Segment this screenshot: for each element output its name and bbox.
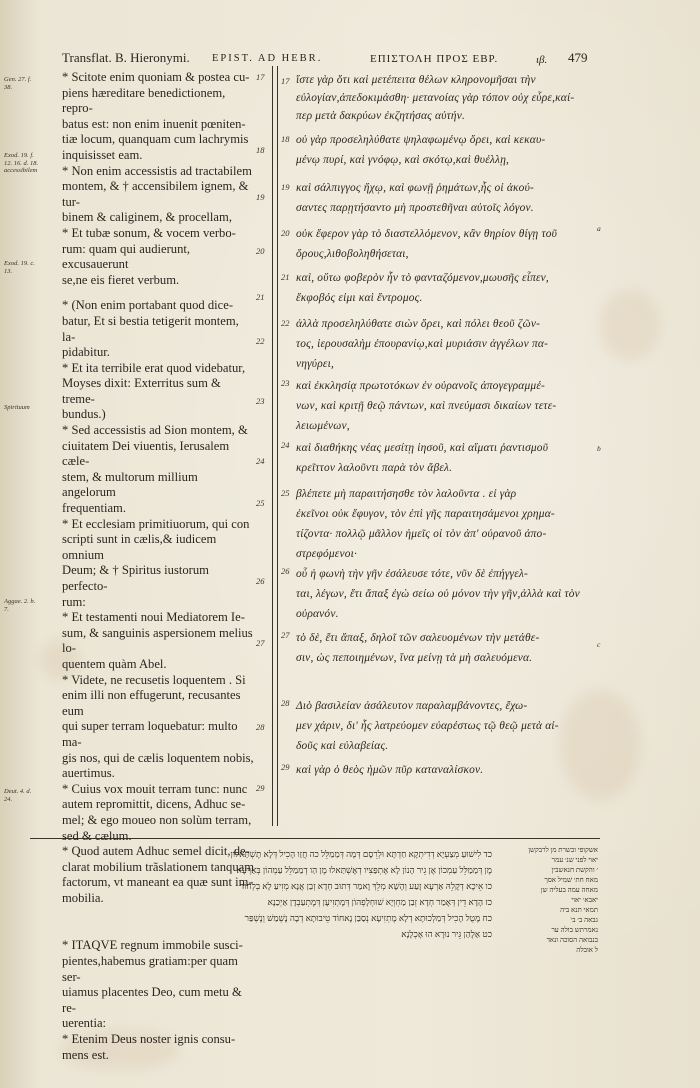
hebrew-marginal-note: מאח חת׳ שׁמִיל אסך <box>544 876 598 884</box>
running-header-latin-title: EPIST. AD HEBR. <box>212 53 323 64</box>
latin-line: * Et testamenti noui Mediatorem Ie- <box>62 610 245 625</box>
greek-line: μεν χάριν, δι' ἧς λατρεύομεν εὐαρέστως τῷ θεῷ μετὰ αἰ- <box>296 720 559 732</box>
greek-line: περ μετὰ δακρύων ἐκζητήσας αὐτήν. <box>296 110 466 122</box>
verse-number: 21 <box>256 292 265 302</box>
latin-line: rum: quam qui audierunt, excusauerunt <box>62 241 191 272</box>
hebrew-line: כד לִישׁוּעַ מְצַעְיָא דְדִיתְקָא חַדְתָּא וּלְרֵסָם דְּמָה דְּמַמַלֵּל כה חֲזַו הָכִיל דְּלָא תֶשְׁתַּאלוּן <box>230 849 492 859</box>
latin-line: mens est. <box>62 1047 109 1062</box>
latin-line: inquisisset eam. <box>62 147 143 162</box>
hebrew-line: מֶן דְּמַמַלֵּל עַמְכוֹן אֶן גֵיר הָנוֹן לָא אֶתְפַּצִיו דְאֶשְׁתַּאלוּ מֶן הַו דְמַמַלֵּל עַמְהוֹן בְּאַרְעָא <box>236 865 492 875</box>
hebrew-marginal-note: ׳ והקשת חנאשבין <box>551 866 598 874</box>
latin-line: qui super terram loquebatur: multo ma- <box>62 719 238 749</box>
verse-number: 19 <box>281 182 290 192</box>
verse-number: 29 <box>256 783 265 793</box>
verse-number: 26 <box>256 576 265 586</box>
verse-number: 23 <box>281 378 290 388</box>
page-number: 479 <box>568 50 588 65</box>
hebrew-marginal-note: נאמרתש בולה ער <box>551 926 598 934</box>
latin-line: quentem quàm Abel. <box>62 656 167 671</box>
greek-line: βλέπετε μὴ παραιτήσησθε τὸν λαλοῦντα . εἰ γὰρ <box>296 488 517 500</box>
latin-line: rum: <box>62 594 86 609</box>
margin-note: Aggae. 2. b. 7. <box>4 598 36 613</box>
greek-line: κρεῖττον λαλοῦντι παρὰ τὸν ἄβελ. <box>296 462 453 474</box>
greek-line: καὶ σάλπιγγος ἤχῳ, καὶ φωνῇ ῥημάτων,ἧς οἱ ἀκού- <box>296 182 534 194</box>
latin-line: clarat mobilium trãslationem tanquam <box>62 859 254 874</box>
hebrew-marginal-note: גבאה ב׳ ב׳ׁ <box>570 916 598 924</box>
latin-line: pientes,habemus gratiam:per quam ser- <box>62 954 238 984</box>
latin-line: * Et ecclesiam primitiuorum, qui con <box>62 516 250 531</box>
verse-number: 24 <box>256 456 265 466</box>
latin-line: uiamus placentes Deo, cum metu & re- <box>62 985 242 1015</box>
hebrew-line: כח מֶטֻל הָכִיל דְּמַלְכוּתָא דְלָא מֶתְזִיעָא נְסַבַן נֶאחוֹד טֵיבוּתָא דְבָה נֶשְׁמַשׁ וְנֶשְׁפַּר <box>244 913 492 923</box>
greek-line: σαντες παρῃτήσαντο μὴ προστεθῆναι αὐτοῖς λόγον. <box>296 202 534 214</box>
latin-line: mel; & ego moueo non solùm terram, <box>62 812 252 827</box>
verse-number: 20 <box>256 246 265 256</box>
latin-line: enim illi non effugerunt, recusantes eum <box>62 688 241 718</box>
latin-line: binem & caliginem, & procellam, <box>62 210 232 225</box>
latin-line: tiæ locum, quanquam cum lachrymis <box>62 132 249 147</box>
greek-line: εὐλογίαν,ἀπεδοκιμάσθη· μετανοίας γὰρ τόπον οὐχ εὗρε,καί- <box>296 92 575 104</box>
greek-line: τὸ δὲ, ἔτι ἅπαξ, δηλοῖ τῶν σαλευομένων τὴν μετάθε- <box>296 632 540 644</box>
latin-line: stem, & multorum millium angelorum <box>62 469 198 500</box>
greek-line: σιν, ὡς πεποιημένων, ἵνα μείνῃ τὰ μὴ σαλευόμενα. <box>296 652 533 664</box>
greek-line: νηγύρει, <box>296 358 334 370</box>
latin-line: * ITAQVE regnum immobile susci- <box>62 938 243 953</box>
margin-note: Spirituum <box>4 404 30 411</box>
verse-number: 25 <box>281 488 290 498</box>
latin-line: * Scitote enim quoniam & postea cu- <box>62 70 250 84</box>
verse-number: 23 <box>256 396 265 406</box>
greek-line: καὶ γὰρ ὁ θεὸς ἡμῶν πῦρ καταναλίσκον. <box>296 764 484 776</box>
latin-line: batus est: non enim inuenit pœniten- <box>62 116 246 131</box>
hebrew-marginal-note: בנבואה הסוכה ונאד <box>546 936 598 944</box>
latin-line: factorum, vt maneant ea quæ sunt im- <box>62 875 253 890</box>
latin-line: * Non enim accessistis ad tractabilem <box>62 163 252 178</box>
latin-line: * Cuius vox mouit terram tunc: nunc <box>62 781 248 796</box>
latin-line: pidabitur. <box>62 345 110 360</box>
latin-line: * Sed accessistis ad Sion montem, & <box>62 423 248 438</box>
latin-line: * Videte, ne recusetis loquentem . Si <box>62 672 246 687</box>
column-divider <box>272 66 273 826</box>
verse-number: 18 <box>281 134 290 144</box>
margin-letter: b <box>597 444 601 453</box>
greek-line: ἔκφοβός εἰμι καὶ ἔντρομος. <box>296 292 423 304</box>
folio-signature: ιβ. <box>536 54 548 66</box>
verse-number: 24 <box>281 440 290 450</box>
latin-line: * Et tubæ sonum, & vocem verbo- <box>62 225 236 240</box>
hebrew-marginal-note: תמאי תנא ביה <box>560 906 598 914</box>
margin-note: Exod. 19. c. 13. <box>4 260 35 275</box>
verse-number: 29 <box>281 762 290 772</box>
latin-line: Moyses dixit: Exterritus sum & treme- <box>62 376 221 406</box>
latin-line: sed & cælum. <box>62 828 132 843</box>
latin-line: scripti sunt in cælis,& iudicem omnium <box>62 532 217 562</box>
latin-line: sum, & sanguinis aspersionem melius lo- <box>62 625 253 656</box>
latin-line: mobilia. <box>62 890 104 905</box>
running-header-left: Transflat. B. Hieronymi. <box>62 50 190 65</box>
latin-line: * Etenim Deus noster ignis consu- <box>62 1032 236 1047</box>
latin-line: uerentia: <box>62 1016 107 1031</box>
greek-line: καὶ, οὕτω φοβερὸν ἦν τὸ φανταζόμενον,μωυσῆς εἶπεν, <box>296 272 549 284</box>
greek-line: ἀλλὰ προσεληλύθατε σιὼν ὄρει, καὶ πόλει θεοῦ ζῶν- <box>296 318 541 330</box>
verse-number: 28 <box>256 722 265 732</box>
latin-line: montem, & † accensibilem ignem, & tur- <box>62 179 249 209</box>
latin-line: bundus.) <box>62 407 106 422</box>
greek-line: ὄρους,λιθοβοληθήσεται, <box>296 248 409 260</box>
greek-line: Διὸ βασιλείαν ἀσάλευτον παραλαμβάνοντες, ἔχω- <box>296 700 528 712</box>
greek-line: νων, καὶ κριτῇ θεῷ πάντων, καὶ πνεύμασι δικαίων τετε- <box>296 400 557 412</box>
verse-number: 17 <box>256 72 265 82</box>
verse-number: 20 <box>281 228 290 238</box>
margin-note: Exod. 19. f. 12. 16. d. 18. accessibilem <box>4 152 39 174</box>
verse-number: 27 <box>256 638 265 648</box>
latin-line: auertimus. <box>62 766 115 781</box>
latin-line: ciuitatem Dei viuentis, Ierusalem cæle- <box>62 438 230 469</box>
verse-number: 27 <box>281 630 290 640</box>
greek-line: τίζοντα· πολλῷ μᾶλλον ἡμεῖς οἱ τὸν ἀπ' οὐρανοῦ ἀπο- <box>296 528 547 540</box>
verse-number: 25 <box>256 498 265 508</box>
greek-line: οὐκ ἔφερον γὰρ τὸ διαστελλόμενον, κἂν θηρίον θίγῃ τοῦ <box>296 228 558 240</box>
margin-note: Gen. 27. f. 38. <box>4 76 32 91</box>
verse-number: 18 <box>256 145 265 155</box>
margin-letter: a <box>597 224 601 233</box>
greek-line: στρεφόμενοι· <box>296 548 358 560</box>
margin-note: Deut. 4. d. 24. <box>4 788 32 803</box>
greek-line: οὗ ἡ φωνὴ τὴν γῆν ἐσάλευσε τότε, νῦν δὲ ἐπήγγελ- <box>296 568 529 580</box>
latin-line: batur, Et si bestia tetigerit montem, la- <box>62 313 239 344</box>
latin-line: se,ne eis fieret verbum. <box>62 272 180 287</box>
verse-number: 28 <box>281 698 290 708</box>
verse-number: 22 <box>256 336 265 346</box>
greek-line: ἐκεῖνοι οὐκ ἔφυγον, τὸν ἐπὶ γῆς παραιτησάμενοι χρημα- <box>296 508 555 520</box>
hebrew-line: כו אֵיכָא דְקָלֵהּ אַרְעָא זָעַע וְהָשָׁא מְלֵךְ וֶאמַר דְּתוּב חְדָא זְבַן אֲנָא מְזִיעַ לָא בְלְחוֹד <box>240 881 492 891</box>
verse-number: 22 <box>281 318 290 328</box>
margin-letter: c <box>597 640 601 649</box>
hebrew-marginal-note: יאבא׳ יאוי <box>571 896 598 904</box>
hebrew-marginal-note: אשקופי ובשרת מן לרבקשן <box>528 846 598 854</box>
latin-line: * (Non enim portabant quod dice- <box>62 298 234 313</box>
greek-line: τος, ἱερουσαλὴμ ἐπουρανίῳ,καὶ μυριάσιν ἀγγέλων πα- <box>296 338 549 350</box>
verse-number: 17 <box>281 76 290 86</box>
verse-number: 26 <box>281 566 290 576</box>
hebrew-marginal-note: יאוי לפני שנ׳ עמר <box>551 856 598 864</box>
hebrew-marginal-note: מאחה עמה בעליה שן <box>540 886 598 894</box>
latin-line: * Et ita terribile erat quod videbatur, <box>62 360 246 375</box>
greek-line: λειωμένων, <box>296 420 350 432</box>
greek-line: καὶ διαθήκης νέας μεσίτῃ ἰησοῦ, καὶ αἵματι ῥαντισμοῦ <box>296 442 549 454</box>
column-divider <box>277 66 278 826</box>
paper-stain <box>600 290 660 360</box>
latin-line: * Quod autem Adhuc semel dicit, de- <box>62 844 250 859</box>
greek-line: οὐρανόν. <box>296 608 339 620</box>
latin-line: autem repromittit, dicens, Adhuc se- <box>62 797 246 812</box>
latin-line: frequentiam. <box>62 501 126 516</box>
latin-line: Deum; & † Spiritus iustorum perfecto- <box>62 563 209 593</box>
greek-line: δοῦς καὶ εὐλαβείας. <box>296 740 389 752</box>
running-header-greek-title: ΕΠΙΣΤΟΛΗ ΠΡΟΣ ΕΒΡ. <box>370 53 499 65</box>
greek-line: μένῳ πυρί, καὶ γνόφῳ, καὶ σκότῳ,καὶ θυέλλῃ, <box>296 154 510 166</box>
verse-number: 21 <box>281 272 290 282</box>
greek-line: καὶ ἐκκλησίᾳ πρωτοτόκων ἐν οὐρανοῖς ἀπογεγραμμέ- <box>296 380 546 392</box>
greek-line: ἴστε γὰρ ὅτι καὶ μετέπειτα θέλων κληρονομῆσαι τὴν <box>296 74 536 86</box>
hebrew-line: כז הָדָא דֵין דְּאֶמַר חְדָא זְבַן מַחְוְיָא שׁוּחְלָפְהוֹן דְּמֶתְזִיעָן דְּמֶתְעַבְדָן אַיְכַנָא <box>267 897 492 907</box>
hebrew-line: כט אַלָהַן גֵּיר נוּרָא הוּ אָכְלָנָא <box>401 929 492 939</box>
verse-number: 19 <box>256 192 265 202</box>
latin-line: piens hæreditare benedictionem, repro- <box>62 85 226 116</box>
hebrew-marginal-note: ל אובלה <box>576 946 598 954</box>
greek-line: οὐ γὰρ προσεληλύθατε ψηλαφωμένῳ ὄρει, καὶ κεκαυ- <box>296 134 546 146</box>
latin-line: gis nos, qui de cælis loquentem nobis, <box>62 750 254 765</box>
greek-line: ται, λέγων, ἔτι ἅπαξ ἐγὼ σείω οὐ μόνον τὴν γῆν,ἀλλὰ καὶ τὸν <box>296 588 580 600</box>
